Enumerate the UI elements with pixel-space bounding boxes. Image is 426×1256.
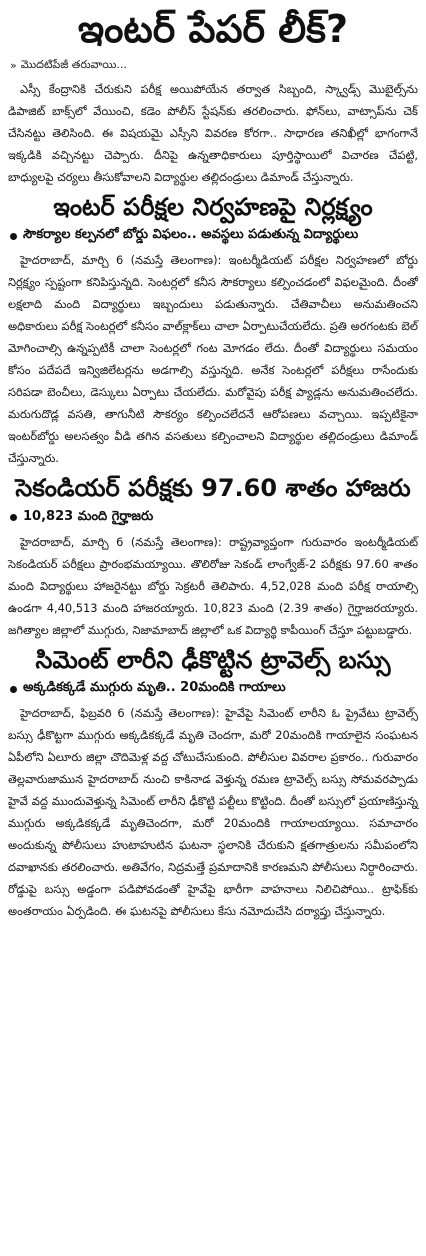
lead-article bbox=[8, 8, 418, 188]
exam-negligence-body: హైదరాబాద్, మార్చి 6 (నమస్తే తెలంగాణ): ఇంటర్మీడియట్ పరీక్షల నిర్వహణలో బోర్డు నిర్లక్ష్యం స్పష్టంగా కనిపిస్తున్నది. సెంటర్లలో కనీస సౌకర్యాలు కల్పించడంలో విఫలమైంది. దీంతో లక్షలాది మంది విద్యార్థులు ఇబ్బందులు పడుతున్నారు. చేతివాచీలు అనుమతించని అధికారులు పరీక్ష సెంటర్లలో కనీసం వాల్‌క్లాక్‌లు చాలా ఏర్పాటుచేయలేదు. ప్రతి అరగంటకు బెల్ మోగించాల్సి ఉన్నప్పటికీ చాలా సెంటర్లలో గంట మోగడం లేదు. దీంతో విద్యార్థులు సమయం కోసం పదేపదే ఇన్విజిలేటర్లను అడగాల్సి వస్తున్నది. అనేక సెంటర్లలో పరీక్షలు రాసేందుకు సరిపడా బెంచీలు, డెస్కులు ఏర్పాటు చేయలేదు. మరోవైపు పరీక్ష ప్యాడ్లను అనుమతించలేదు. మరుగుదొడ్ల వసతి, తాగునీటి సౌకర్యం కల్పించలేదనే ఆరోపణలు వచ్చాయి. ఇప్పటికైనా ఇంటర్‌బోర్డు అలసత్వం వీడి తగిన వసతులు కల్పించాలని విద్యార్థుల తల్లిదండ్రులు డిమాండ్ చేస్తున్నారు. bbox=[8, 253, 418, 466]
lead-body: ఎస్సీ కేంద్రానికి చేరుకుని పరీక్ష అయిపోయేన తర్వాత సిబ్బంది, స్క్వాడ్స్ మొబైల్స్‌ను డిపాజిట్ బాక్స్‌లో వేయించి, కడెం పోలీస్ స్టేషన్‌కు తరలించారు. ఫోన్‌లు, వాట్సాప్‌ను చెక్ చేసినట్టు తెలిసింది. ఈ విషయమై ఎస్సీని వివరణ కోరగా.. సాధారణ తనిఖీల్లో భాగంగానే ఇక్కడికి వచ్చినట్టు చెప్పారు. దీనిపై ఉన్నతాధికారులు పూర్తిస్థాయిలో విచారణ చేపట్టి, బాధ్యులపై చర్యలు తీసుకోవాలని విద్యార్థుల తల్లిదండ్రులు డిమాండ్ చేస్తున్నారు. bbox=[8, 81, 418, 184]
lead-headline: ఇంటర్ పేపర్ లీక్? bbox=[77, 7, 349, 51]
double-chevron-icon: » bbox=[10, 59, 17, 73]
attendance-body: హైదరాబాద్, మార్చి 6 (నమస్తే తెలంగాణ): రాష్ట్రవ్యాప్తంగా గురువారం ఇంటర్మీడియట్ సెకండియర్ పరీక్షలు ప్రారంభమయ్యాయి. తొలిరోజు సెకండ్ లాంగ్వేజ్-2 పరీక్షకు 97.60 శాతం మంది విద్యార్థులు హాజరైనట్టు బోర్డు సెక్రటరీ తెలిపారు. 4,52,028 మంది పరీక్ష రాయాల్సి ఉండగా 4,40,513 మంది హాజరయ్యారు. 10,823 మంది (2.39 శాతం) గైర్హాజరయ్యారు. జగిత్యాల జిల్లాలో ముగ్గురు, నిజామాబాద్ జిల్లాలో ఒక విద్యార్థి కాపీయింగ్ చేస్తూ పట్టుబడ్డారు. bbox=[8, 534, 418, 637]
continuation-kicker bbox=[10, 58, 418, 74]
bus-accident-body: హైదరాబాద్, ఫిబ్రవరి 6 (నమస్తే తెలంగాణ): హైవేపై సిమెంట్ లారీని ఓ ప్రైవేటు ట్రావెల్స్ బస్సు ఢీకొట్టగా ముగ్గురు అక్కడికక్కడే మృతి చెందగా, మరో 20మందికి గాయాలైన సంఘటన ఏపీలోని ఏలూరు జిల్లా చొదిమెళ్ల వద్ద చోటుచేసుకుంది. పోలీసుల వివరాల ప్రకారం.. గురువారం తెల్లవారుజామున హైదరాబాద్ నుంచి కాకినాడ వెళ్తున్న రమణ ట్రావెల్స్ బస్సు సోమవరప్పాడు హైవే వద్ద ముందువెళ్తున్న సిమెంట్ లారీని ఢీకొట్టి పల్టీలు కొట్టింది. దీంతో బస్సులో ప్రయాణిస్తున్న ముగ్గురు అక్కడికక్కడే మృతిచెందగా, మరో 20మందికి గాయాలయ్యాయి. సమాచారం అందుకున్న పోలీసులు హుటాహుటిన ఘటనా స్థలానికి చేరుకుని క్షతగాత్రులను సమీపంలోని దవాఖానకు తరలించారు. అతివేగం, నిద్రమత్తే ప్రమాదానికి కారణమని పోలీసులు నిర్ధారించారు. రోడ్డుపై బస్సు అడ్డంగా పడిపోవడంతో హైవేపై భారీగా వాహనాలు నిలిచిపోయి.. ట్రాఫిక్‌కు అంతరాయం ఏర్పడింది. ఈ ఘటనపై పోలీసులు కేసు నమోదుచేసి దర్యాప్తు చేస్తున్నారు. bbox=[8, 706, 418, 919]
exam-negligence-subhead bbox=[10, 227, 418, 245]
attendance-article bbox=[8, 475, 418, 641]
exam-negligence-article bbox=[8, 194, 418, 470]
subhead-text: అక్కడికక్కడే ముగ్గురు మృతి.. 20మందికి గాయాలు bbox=[23, 680, 286, 696]
exam-negligence-headline: ఇంటర్ పరీక్షల నిర్వహణపై నిర్లక్ష్యం bbox=[53, 192, 373, 221]
attendance-headline: సెకండియర్ పరీక్షకు 97.60 శాతం హాజరు bbox=[15, 474, 411, 503]
bullet-icon bbox=[10, 233, 17, 240]
kicker-label: మొదటిపేజీ తరువాయి... bbox=[20, 57, 127, 71]
subhead-text: 10,823 మంది గైర్హాజరు bbox=[23, 508, 154, 524]
subhead-text: సౌకర్యాల కల్పనలో బోర్డు విఫలం.. అవస్థలు పడుతున్న విద్యార్థులు bbox=[23, 227, 359, 243]
bus-accident-article bbox=[8, 647, 418, 923]
attendance-subhead bbox=[10, 509, 418, 527]
bus-accident-headline: సిమెంట్ లారీని ఢీకొట్టిన ట్రావెల్స్ బస్సు bbox=[35, 645, 391, 674]
bus-accident-subhead bbox=[10, 680, 418, 698]
bullet-icon bbox=[10, 514, 17, 521]
bullet-icon bbox=[10, 686, 17, 693]
